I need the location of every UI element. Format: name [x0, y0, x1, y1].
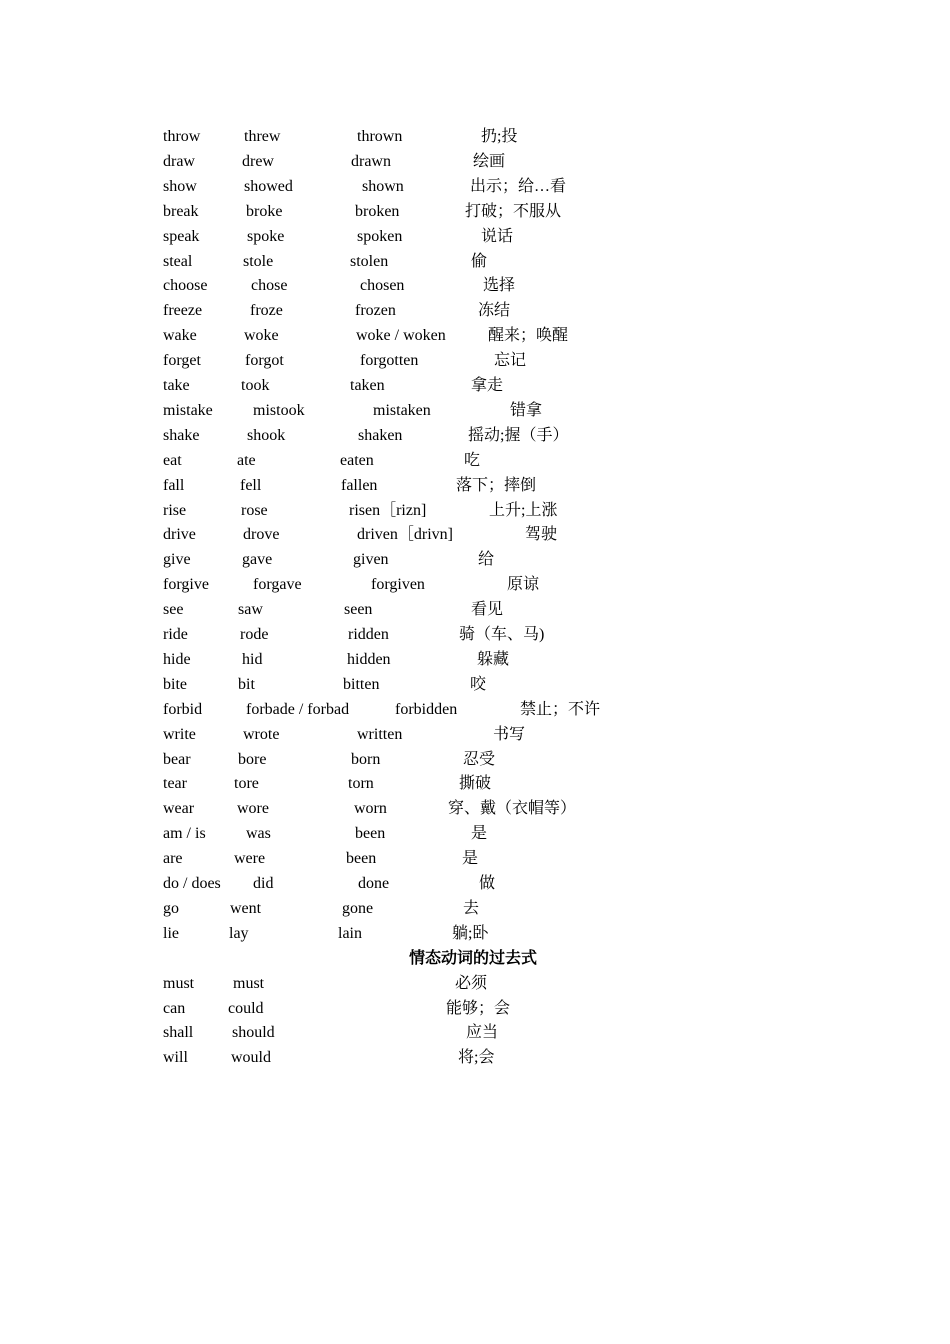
verb-row	[0, 924, 950, 949]
verb-past: spoke	[247, 227, 285, 245]
verb-participle: forgotten	[360, 352, 419, 370]
modal-row	[0, 1023, 950, 1048]
modal-row	[0, 974, 950, 999]
verb-participle: woke / woken	[356, 327, 446, 345]
verb-meaning: 错拿	[510, 401, 543, 419]
verb-row	[0, 252, 950, 277]
modal-verbs-heading	[0, 949, 950, 974]
verb-participle: born	[351, 750, 381, 768]
verb-meaning: 咬	[470, 675, 487, 693]
verb-participle: worn	[354, 800, 387, 818]
verb-meaning: 禁止；不许	[520, 700, 601, 718]
modal-past: could	[228, 999, 264, 1017]
verb-base: break	[163, 202, 199, 220]
verb-base: do / does	[163, 875, 221, 892]
verb-meaning: 撕破	[459, 775, 492, 793]
modal-meaning: 必须	[455, 974, 488, 992]
verb-meaning: 拿走	[471, 377, 504, 394]
verb-meaning: 偷	[471, 252, 488, 270]
verb-participle: given	[353, 551, 389, 569]
verb-row	[0, 326, 950, 351]
verb-participle: bitten	[343, 675, 380, 693]
verb-base: eat	[163, 451, 182, 469]
verb-base: bear	[163, 750, 191, 768]
verb-participle: chosen	[360, 277, 405, 295]
verb-participle: spoken	[357, 227, 403, 245]
verb-participle: forbidden	[395, 700, 458, 718]
verb-past: wrote	[243, 725, 280, 743]
modal-verbs-heading-text: 情态动词的过去式	[409, 949, 538, 967]
verb-meaning: 是	[462, 850, 479, 868]
verb-meaning: 是	[471, 825, 488, 843]
verb-row	[0, 476, 950, 501]
verb-past: drew	[242, 152, 274, 170]
verb-row	[0, 750, 950, 775]
verb-base: wear	[163, 800, 195, 818]
modal-meaning: 应当	[466, 1024, 499, 1042]
verb-past: bit	[238, 675, 255, 693]
verb-past: forgave	[253, 576, 302, 594]
verb-past: hid	[242, 650, 263, 668]
verb-row	[0, 227, 950, 252]
verb-participle: done	[358, 875, 390, 892]
verb-participle: eaten	[340, 451, 374, 469]
verb-past: mistook	[253, 401, 305, 419]
verb-base: am / is	[163, 825, 206, 843]
verb-participle: broken	[355, 202, 400, 220]
verb-participle: shown	[362, 177, 404, 195]
verb-base: take	[163, 377, 190, 394]
verb-past: froze	[250, 302, 283, 320]
verb-base: go	[163, 899, 179, 917]
verb-participle: mistaken	[373, 401, 431, 419]
verb-base: bite	[163, 675, 187, 693]
verb-participle: risen［rizn]	[349, 501, 427, 519]
verb-base: forgive	[163, 576, 209, 594]
verb-base: wake	[163, 327, 197, 345]
verb-participle: taken	[350, 377, 385, 394]
verb-base: throw	[163, 128, 201, 145]
verb-meaning: 驾驶	[525, 526, 558, 544]
verb-row	[0, 152, 950, 177]
verb-row	[0, 550, 950, 575]
verb-participle: written	[357, 725, 403, 743]
verb-row	[0, 525, 950, 550]
modal-past: must	[233, 974, 265, 992]
verb-past: woke	[244, 327, 279, 345]
verb-base: shake	[163, 426, 200, 444]
verb-base: write	[163, 725, 196, 743]
verb-participle: stolen	[350, 252, 389, 270]
verb-past: lay	[229, 924, 249, 942]
verb-meaning: 绘画	[473, 152, 506, 170]
verb-past: tore	[234, 775, 259, 793]
verb-meaning: 出示；给…看	[470, 177, 567, 195]
verb-participle: been	[355, 825, 386, 843]
verb-past: was	[246, 825, 271, 843]
modal-row	[0, 999, 950, 1024]
verb-past: went	[230, 899, 262, 917]
verb-base: drive	[163, 526, 196, 544]
verb-participle: forgiven	[371, 576, 425, 594]
verb-row	[0, 575, 950, 600]
verb-base: forget	[163, 352, 201, 370]
verb-row	[0, 426, 950, 451]
verb-row	[0, 202, 950, 227]
verb-meaning: 躺;卧	[452, 924, 489, 942]
verb-base: freeze	[163, 302, 203, 320]
verb-meaning: 给	[478, 551, 495, 569]
verb-base: steal	[163, 252, 193, 270]
verb-row	[0, 177, 950, 202]
verb-meaning: 书写	[493, 725, 526, 743]
verb-past: shook	[247, 426, 286, 444]
verb-meaning: 摇动;握（手）	[468, 426, 569, 444]
verb-meaning: 去	[463, 899, 480, 917]
verb-base: give	[163, 551, 191, 569]
verb-participle: hidden	[347, 650, 391, 668]
verb-participle: drawn	[351, 152, 391, 170]
verb-meaning: 落下；摔倒	[456, 476, 537, 494]
modal-past: would	[231, 1049, 271, 1067]
verb-row	[0, 625, 950, 650]
verb-participle: fallen	[341, 476, 378, 494]
verb-base: ride	[163, 626, 188, 643]
verb-past: chose	[251, 277, 288, 295]
verb-past: fell	[240, 476, 262, 494]
verb-base: fall	[163, 476, 185, 494]
verb-meaning: 扔;投	[481, 128, 518, 145]
verb-meaning: 骑（车、马)	[459, 626, 545, 643]
verb-past: did	[253, 875, 274, 892]
verb-participle: ridden	[348, 626, 389, 643]
verb-base: are	[163, 850, 183, 868]
verb-participle: driven［drivn]	[357, 526, 453, 544]
verb-meaning: 忘记	[494, 352, 527, 370]
verb-meaning: 做	[479, 875, 496, 892]
verb-meaning: 醒来；唤醒	[488, 327, 569, 345]
verb-meaning: 看见	[471, 601, 504, 619]
verb-participle: seen	[344, 601, 373, 619]
verb-past: forbade / forbad	[246, 700, 350, 718]
verb-participle: torn	[348, 775, 374, 793]
verb-base: lie	[163, 924, 179, 942]
verb-meaning: 穿、戴（衣帽等）	[448, 800, 577, 818]
verb-row	[0, 774, 950, 799]
verb-base: speak	[163, 227, 200, 245]
verb-meaning: 忍受	[463, 750, 496, 768]
modal-base: must	[163, 974, 195, 992]
verb-participle: gone	[342, 899, 374, 917]
modal-meaning: 能够；会	[446, 999, 511, 1017]
verb-row	[0, 824, 950, 849]
verb-row	[0, 351, 950, 376]
modal-base: can	[163, 999, 186, 1017]
modal-row	[0, 1048, 950, 1073]
verb-past: drove	[243, 526, 280, 544]
verb-meaning: 选择	[483, 277, 516, 295]
verb-past: threw	[244, 128, 281, 145]
verb-past: forgot	[245, 352, 284, 370]
verb-row	[0, 401, 950, 426]
verb-past: gave	[242, 551, 273, 569]
verb-row	[0, 600, 950, 625]
verb-row	[0, 675, 950, 700]
verb-meaning: 打破；不服从	[465, 202, 562, 220]
verb-participle: been	[346, 850, 377, 868]
verb-meaning: 吃	[464, 451, 481, 469]
modal-base: will	[163, 1049, 188, 1067]
verb-past: bore	[238, 750, 267, 768]
verb-row	[0, 276, 950, 301]
verb-past: showed	[244, 177, 293, 195]
verb-row	[0, 650, 950, 675]
verb-row	[0, 451, 950, 476]
verb-row	[0, 725, 950, 750]
verb-base: hide	[163, 650, 191, 668]
verb-meaning: 躲藏	[477, 650, 510, 668]
verb-base: choose	[163, 277, 208, 295]
verb-row	[0, 849, 950, 874]
verb-base: tear	[163, 775, 187, 793]
verb-past: stole	[243, 252, 274, 270]
verb-row	[0, 899, 950, 924]
verb-past: rode	[240, 626, 269, 643]
verb-base: rise	[163, 501, 187, 519]
verb-row	[0, 127, 950, 152]
verb-meaning: 原谅	[507, 576, 540, 594]
verb-row	[0, 700, 950, 725]
verb-past: took	[241, 377, 270, 394]
verb-meaning: 上升;上涨	[489, 501, 558, 519]
verb-base: mistake	[163, 401, 213, 419]
verb-row	[0, 799, 950, 824]
verb-meaning: 说话	[481, 227, 514, 245]
verb-row	[0, 376, 950, 401]
verb-base: draw	[163, 152, 195, 170]
verb-participle: frozen	[355, 302, 396, 320]
verb-row	[0, 501, 950, 526]
verb-base: show	[163, 177, 197, 195]
modal-meaning: 将;会	[458, 1049, 495, 1067]
verb-participle: thrown	[357, 128, 403, 145]
verb-base: see	[163, 601, 184, 619]
verb-meaning: 冻结	[478, 302, 511, 320]
verb-row	[0, 874, 950, 899]
verb-base: forbid	[163, 700, 203, 718]
verb-past: rose	[241, 501, 268, 519]
verb-row	[0, 301, 950, 326]
verb-past: broke	[246, 202, 283, 220]
verb-past: wore	[237, 800, 269, 818]
modal-base: shall	[163, 1024, 194, 1042]
verb-past: ate	[237, 451, 256, 469]
modal-past: should	[232, 1024, 275, 1042]
verb-participle: lain	[338, 924, 362, 942]
verb-past: saw	[238, 601, 263, 619]
verb-participle: shaken	[358, 426, 403, 444]
verb-past: were	[234, 850, 266, 868]
